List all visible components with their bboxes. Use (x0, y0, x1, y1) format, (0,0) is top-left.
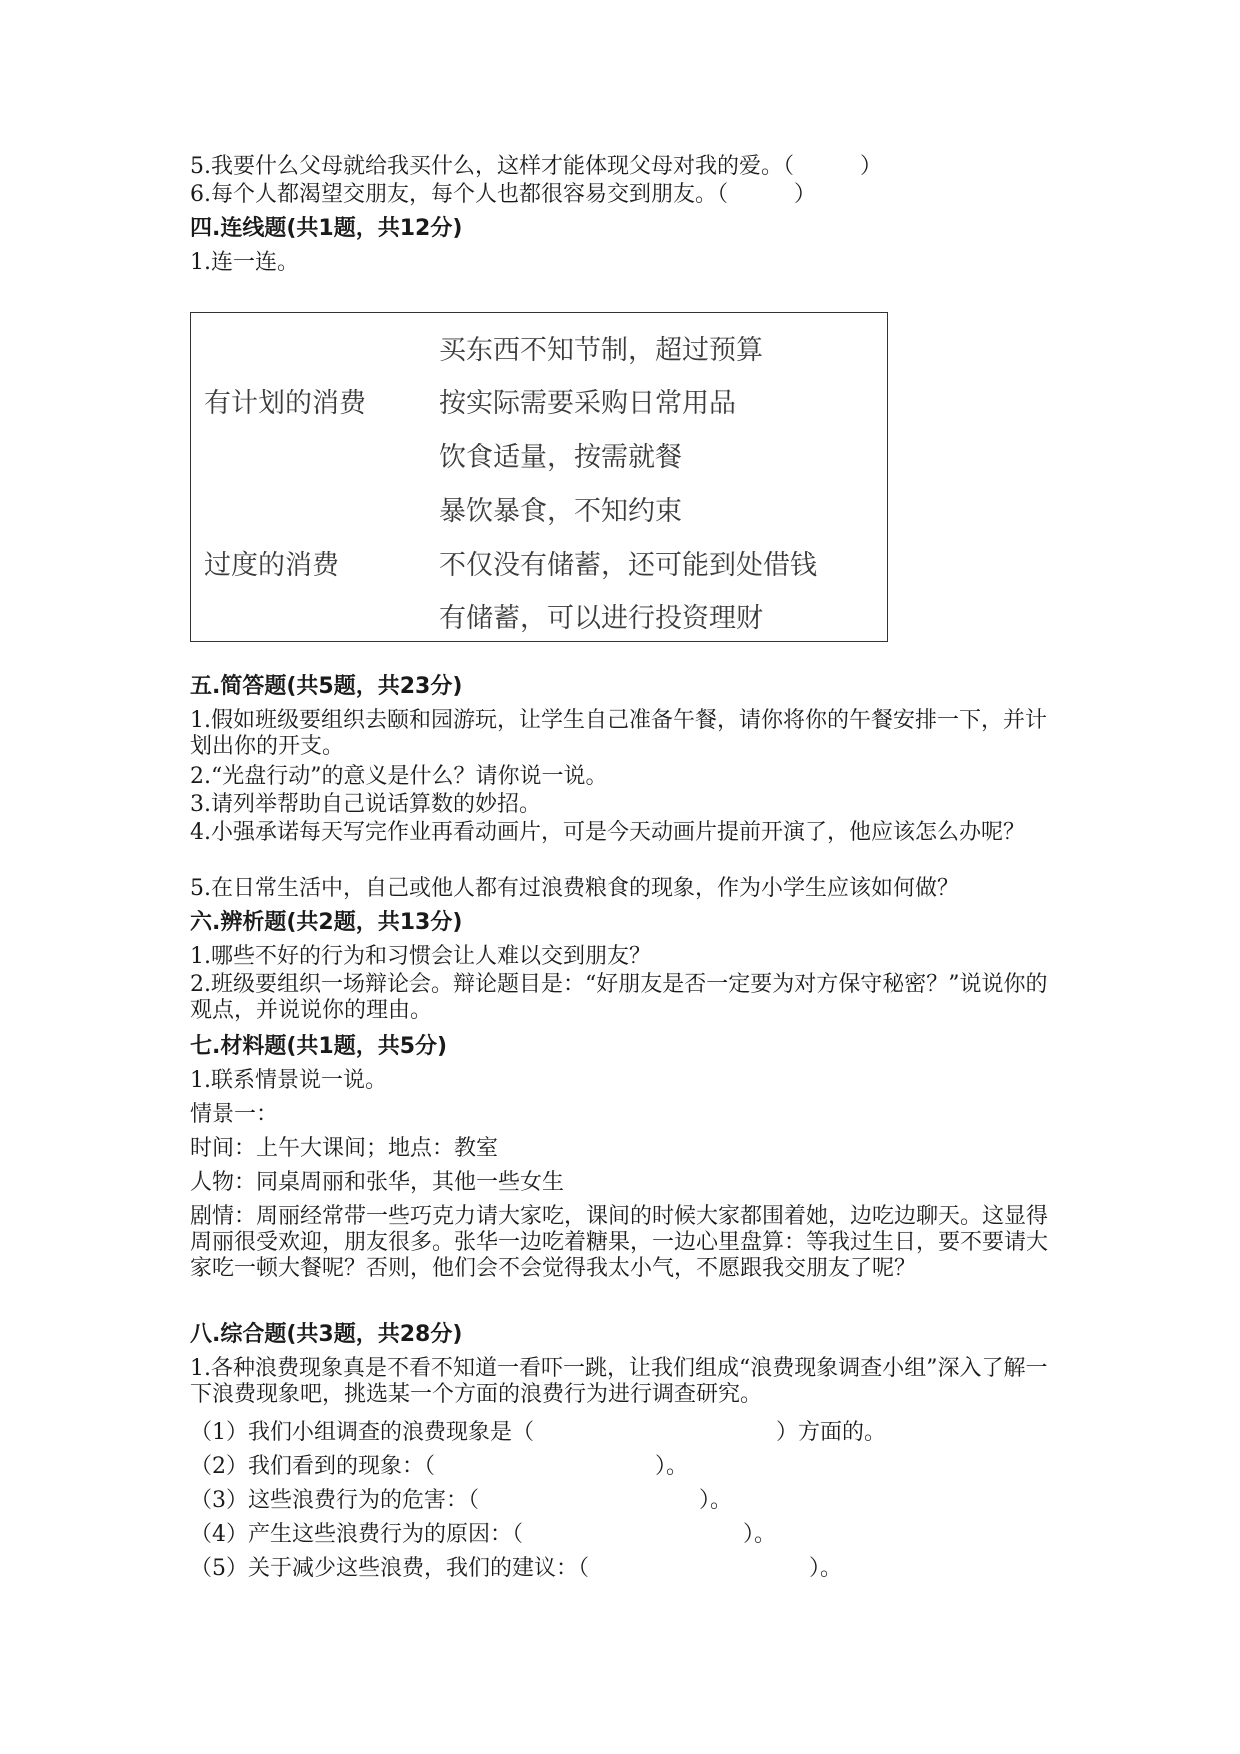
question-8-1-item: （3）这些浪费行为的危害：（ ）。 (190, 1488, 732, 1513)
question-3-5: 5.我要什么父母就给我买什么，这样才能体现父母对我的爱。（ ） (190, 154, 882, 179)
section-5-heading: 五.简答题(共5题，共23分) (190, 674, 463, 699)
section-4-heading: 四.连线题(共1题，共12分) (190, 216, 463, 241)
matching-left-item: 有计划的消费 (204, 388, 366, 419)
matching-right-item: 不仅没有储蓄，还可能到处借钱 (439, 550, 817, 581)
scene-time-place: 时间：上午大课间；地点：教室 (190, 1136, 499, 1161)
question-5-5: 5.在日常生活中，自己或他人都有过浪费粮食的现象，作为小学生应该如何做？ (190, 876, 959, 901)
question-8-1-item: （1）我们小组调查的浪费现象是（ ）方面的。 (190, 1420, 886, 1445)
matching-right-item: 按实际需要采购日常用品 (439, 388, 736, 419)
question-5-2: 2.“光盘行动”的意义是什么？请你说一说。 (190, 764, 608, 789)
question-4-1: 1.连一连。 (190, 250, 299, 275)
question-8-1-item: （5）关于减少这些浪费，我们的建议：（ ）。 (190, 1556, 842, 1581)
matching-right-item: 买东西不知节制，超过预算 (439, 335, 763, 366)
question-6-2: 2.班级要组织一场辩论会。辩论题目是：“好朋友是否一定要为对方保守秘密？”说说你的观点，并说说你的理由。 (190, 972, 1048, 1023)
section-7-heading: 七.材料题(共1题，共5分) (190, 1034, 448, 1059)
question-8-1: 1.各种浪费现象真是不看不知道一看吓一跳，让我们组成“浪费现象调查小组”深入了解一下浪费现象吧，挑选某一个方面的浪费行为进行调查研究。 (190, 1356, 1048, 1407)
question-3-6: 6.每个人都渴望交朋友，每个人也都很容易交到朋友。（ ） (190, 182, 816, 207)
matching-table (190, 312, 888, 642)
matching-right-item: 暴饮暴食，不知约束 (439, 496, 682, 527)
matching-right-item: 饮食适量，按需就餐 (439, 442, 682, 473)
question-5-1: 1.假如班级要组织去颐和园游玩，让学生自己准备午餐，请你将你的午餐安排一下，并计划出你的开支。 (190, 708, 1047, 759)
question-5-3: 3.请列举帮助自己说话算数的妙招。 (190, 792, 541, 817)
question-7-1: 1.联系情景说一说。 (190, 1068, 387, 1093)
scene-plot: 剧情：周丽经常带一些巧克力请大家吃，课间的时候大家都围着她，边吃边聊天。这显得周丽很受欢迎，朋友很多。张华一边吃着糖果，一边心里盘算：等我过生日，要不要请大家吃一顿大餐呢？否则，他们会不会觉得我太小气，不愿跟我交朋友了呢？ (190, 1204, 1049, 1281)
matching-right-item: 有储蓄，可以进行投资理财 (439, 603, 763, 634)
question-8-1-item: （2）我们看到的现象：（ ）。 (190, 1454, 688, 1479)
scene-people: 人物：同桌周丽和张华，其他一些女生 (190, 1170, 565, 1195)
scene-label: 情景一： (190, 1102, 279, 1127)
question-8-1-item: （4）产生这些浪费行为的原因：（ ）。 (190, 1522, 776, 1547)
section-6-heading: 六.辨析题(共2题，共13分) (190, 910, 463, 935)
question-5-4: 4.小强承诺每天写完作业再看动画片，可是今天动画片提前开演了，他应该怎么办呢？ (190, 820, 1025, 845)
section-8-heading: 八.综合题(共3题，共28分) (190, 1322, 463, 1347)
question-6-1: 1.哪些不好的行为和习惯会让人难以交到朋友？ (190, 944, 651, 969)
matching-left-item: 过度的消费 (204, 550, 339, 581)
